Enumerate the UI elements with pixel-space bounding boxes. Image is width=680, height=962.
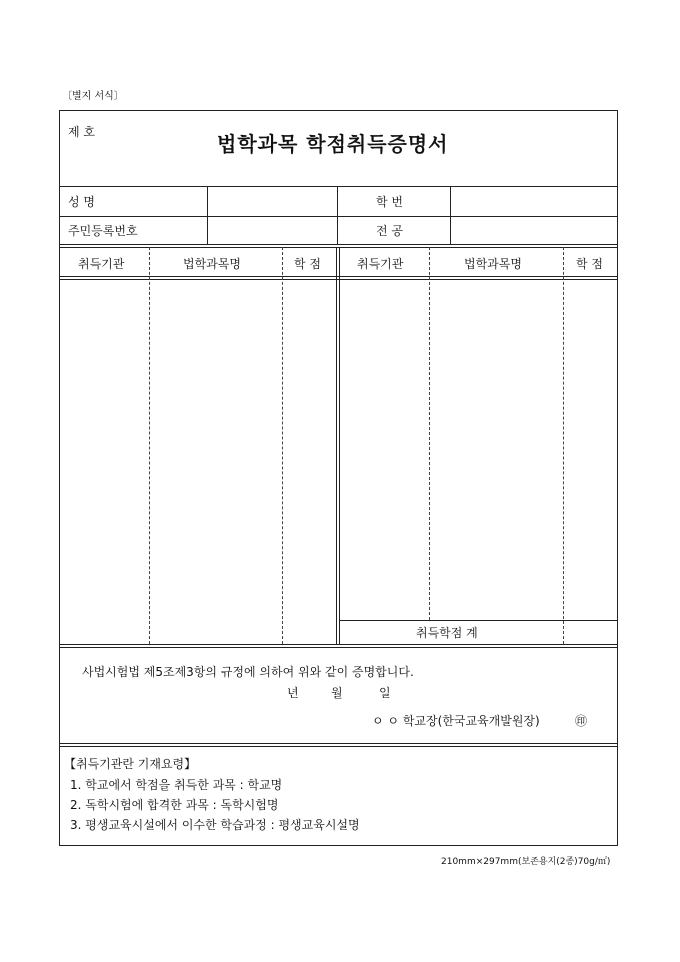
date-day-label: 일 — [379, 686, 391, 700]
notes-heading: 【취득기관란 기재요령】 — [64, 757, 197, 771]
left-col-credit-header: 학 점 — [294, 257, 321, 271]
page-title: 법학과목 학점취득증명서 — [217, 132, 449, 156]
notes-item: 3. 평생교육시설에서 이수한 학습과정 : 평생교육시설명 — [70, 818, 360, 832]
date-month-label: 월 — [331, 686, 343, 700]
student-number-label: 학 번 — [376, 195, 403, 209]
total-credits-label: 취득학점 계 — [416, 626, 478, 640]
divider — [339, 620, 618, 621]
divider — [59, 743, 618, 744]
form-label: 〔별지 서식〕 — [62, 91, 124, 102]
certification-statement: 사법시험법 제5조제3항의 규정에 의하여 위와 같이 증명합니다. — [82, 665, 414, 679]
left-col-course-header: 법학과목명 — [183, 257, 241, 271]
notes-item: 1. 학교에서 학점을 취득한 과목 : 학교명 — [70, 778, 283, 792]
right-col-course-header: 법학과목명 — [464, 257, 522, 271]
major-label: 전 공 — [376, 224, 403, 238]
right-col-credit-header: 학 점 — [576, 257, 603, 271]
column-separator — [563, 247, 564, 644]
divider — [59, 186, 618, 187]
column-separator — [282, 247, 283, 644]
name-label: 성 명 — [68, 195, 95, 209]
divider — [450, 186, 451, 244]
column-separator — [149, 247, 150, 644]
divider — [59, 244, 618, 245]
resident-number-label: 주민등록번호 — [68, 224, 138, 238]
issuer-name: ㅇ ㅇ 학교장(한국교육개발원장) — [372, 714, 540, 728]
divider — [59, 746, 618, 747]
left-col-institution-header: 취득기관 — [78, 257, 125, 271]
seal-mark: ㊞ — [575, 714, 588, 728]
divider — [337, 186, 338, 244]
divider — [59, 647, 618, 648]
divider — [336, 247, 337, 644]
paper-spec: 210mm×297mm(보존용지(2종)70g/㎡) — [441, 857, 611, 867]
date-year-label: 년 — [287, 686, 299, 700]
notes-item: 2. 독학시험에 합격한 과목 : 독학시험명 — [70, 798, 279, 812]
divider — [59, 644, 618, 645]
divider — [207, 186, 208, 244]
document-number-label: 제 호 — [68, 125, 95, 139]
divider — [339, 247, 340, 644]
divider — [59, 216, 618, 217]
right-col-institution-header: 취득기관 — [357, 257, 404, 271]
column-separator — [429, 247, 430, 620]
